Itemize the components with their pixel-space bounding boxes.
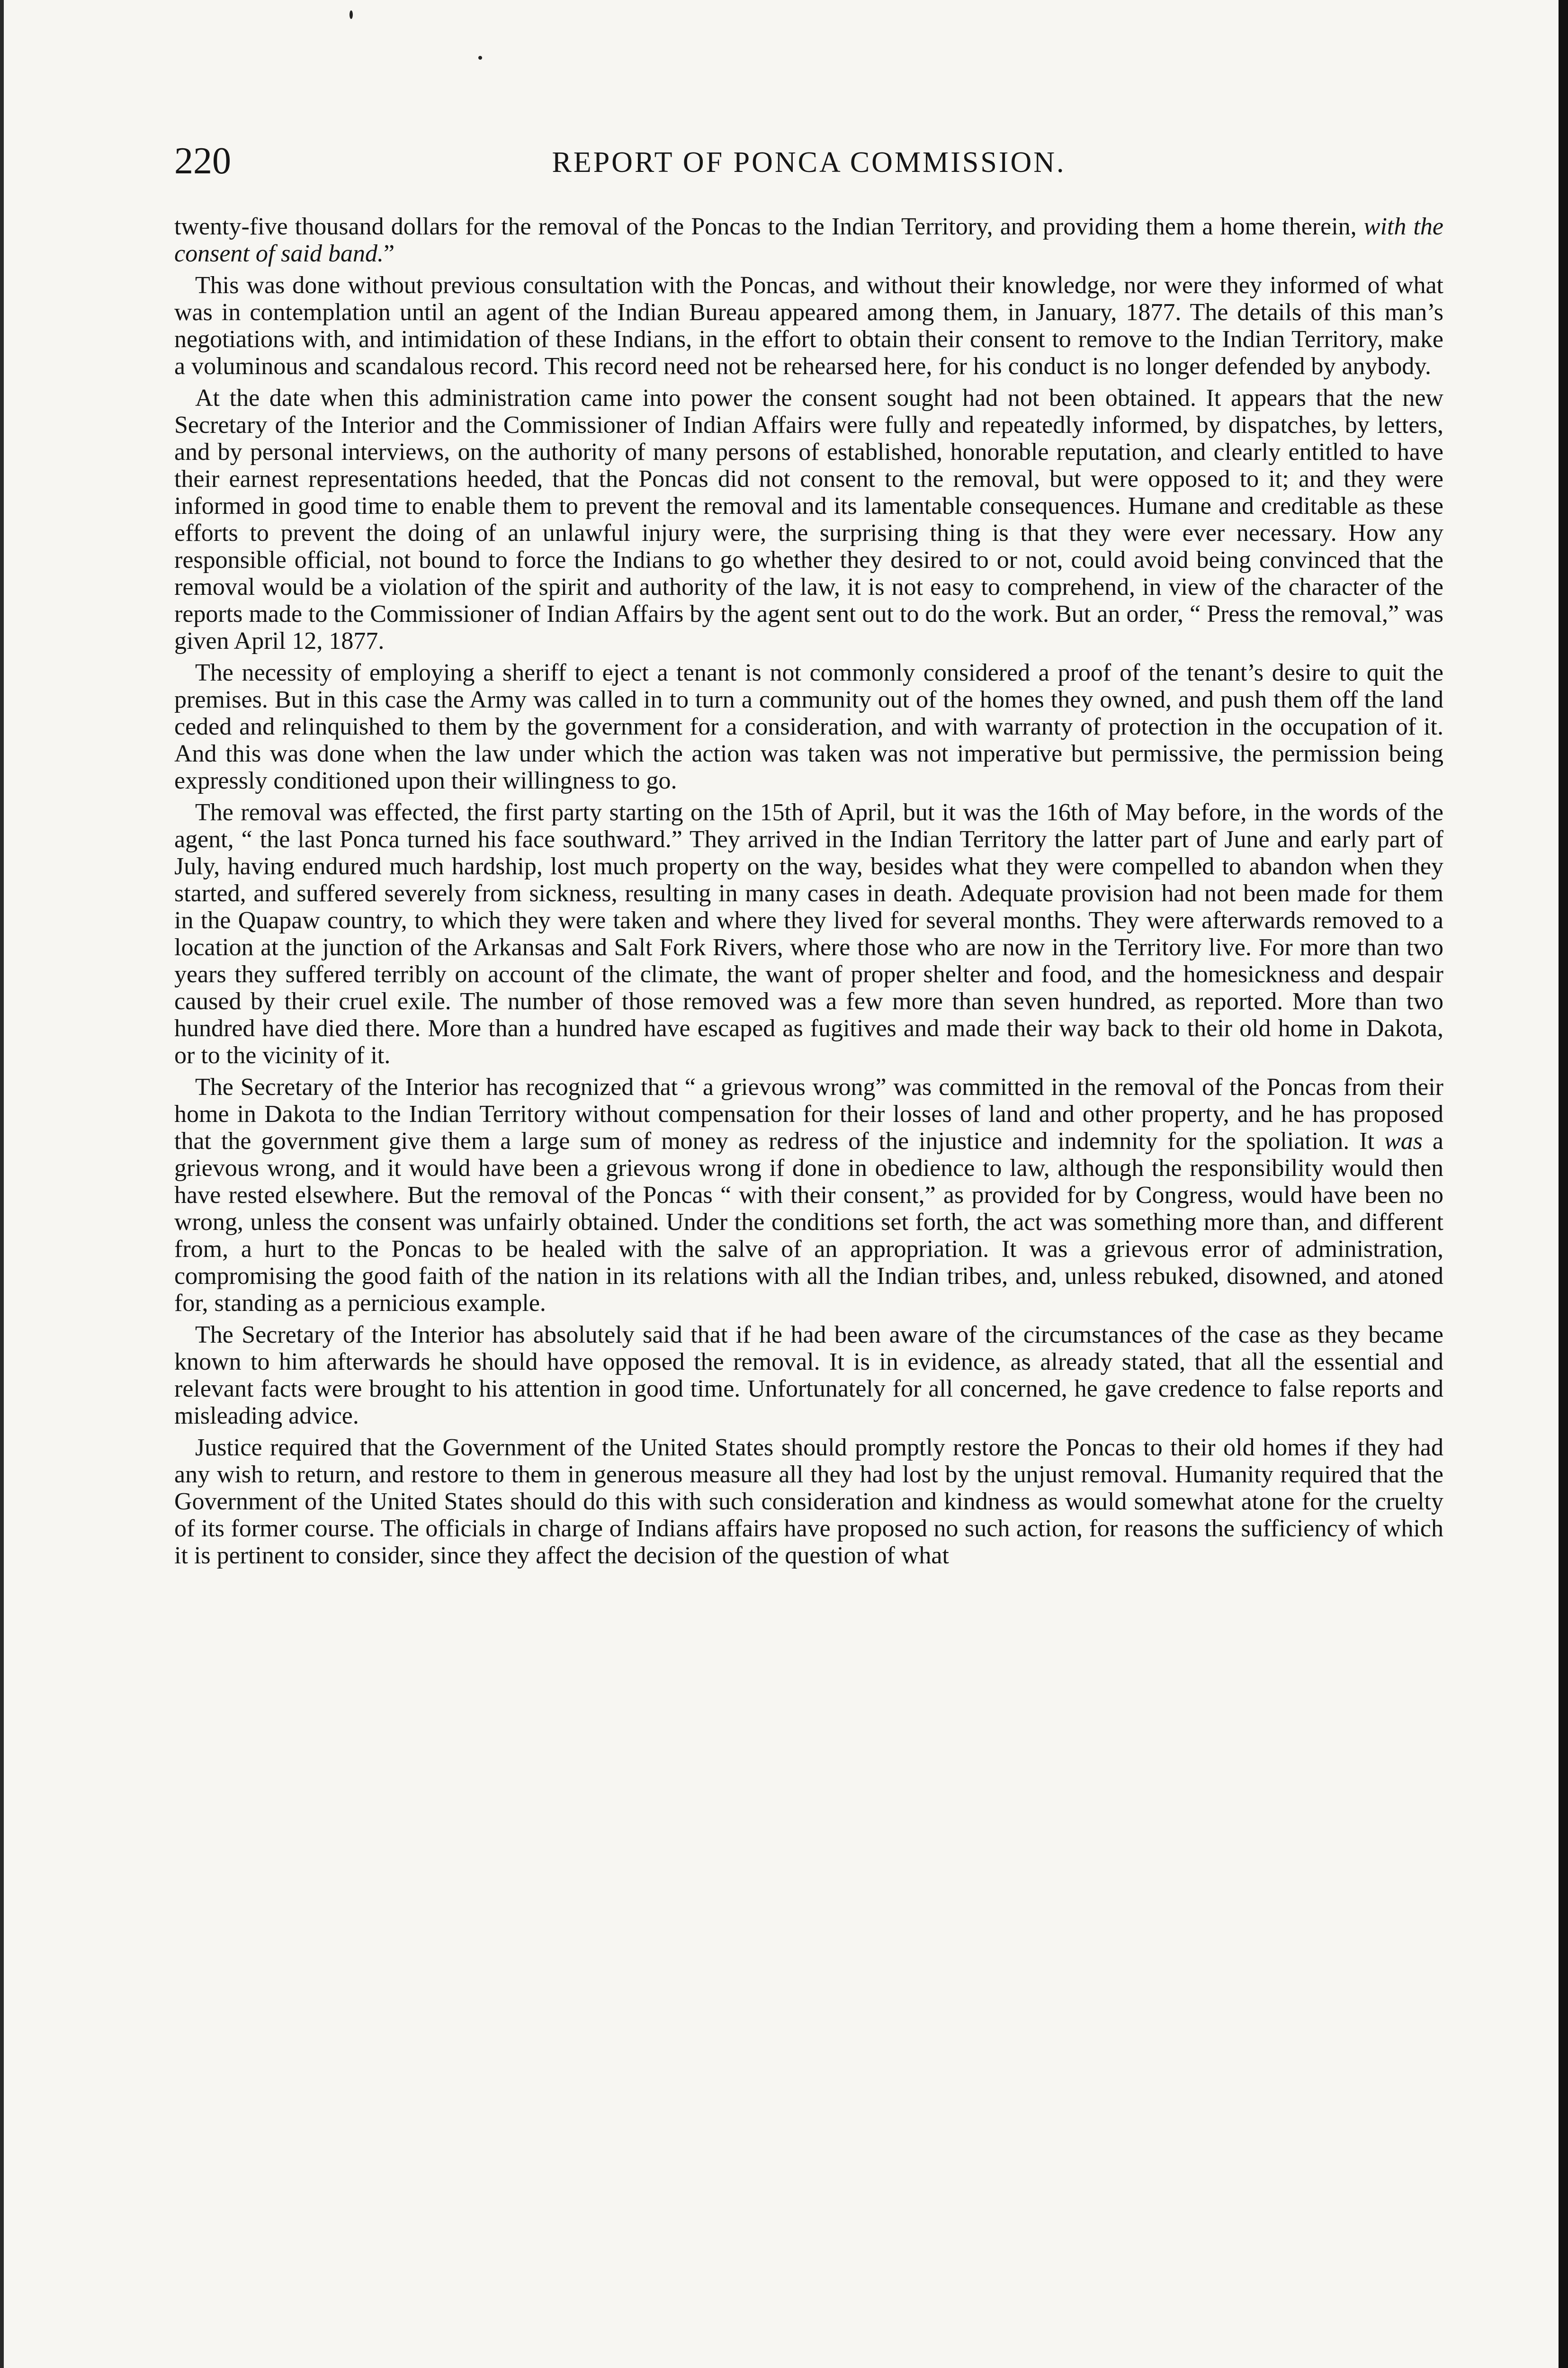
paragraph-4: The necessity of employing a sheriff to eject a tenant is not commonly considered a proof of the tenant’s desire to quit the premises. But in this case the Army was called in to turn a community out of the homes they owned, and push them off the land ceded and relinquished to them by the government for a consideration, and with warranty of protection in the occupation of it. And this was done when the law under which the action was taken was not imperative but permissive, the permission being expressly conditioned upon their willingness to go. xyxy=(174,659,1443,794)
page-number: 220 xyxy=(174,140,231,182)
paragraph-1: twenty-five thousand dollars for the removal of the Poncas to the Indian Territory, and providing them a home therein, with the consent of said band.” xyxy=(174,213,1443,267)
scan-speck xyxy=(349,10,353,19)
paragraph-7: The Secretary of the Interior has absolutely said that if he had been aware of the circumstances of the case as they became known to him afterwards he should have opposed the removal. It is in evidence, as already stated, that all the essential and relevant facts were brought to his attention in good time. Unfortunately for all concerned, he gave credence to false reports and misleading advice. xyxy=(174,1321,1443,1429)
page-header xyxy=(174,140,1443,182)
paragraph-5: The removal was effected, the first party starting on the 15th of April, but it was the 16th of May before, in the words of the agent, “ the last Ponca turned his face southward.” They arrived in the Indian Territory the latter part of June and early part of July, having endured much hardship, lost much property on the way, besides what they were compelled to abandon when they started, and suffered severely from sickness, resulting in many cases in death. Adequate provision had not been made for them in the Quapaw country, to which they were taken and where they lived for several months. They were afterwards removed to a location at the junction of the Arkansas and Salt Fork Rivers, where those who are now in the Territory live. For more than two years they suffered terribly on account of the climate, the want of proper shelter and food, and the homesickness and despair caused by their cruel exile. The number of those removed was a few more than seven hundred, as reported. More than two hundred have died there. More than a hundred have escaped as fugitives and made their way back to their old home in Dakota, or to the vicinity of it. xyxy=(174,799,1443,1069)
scan-border-left xyxy=(0,0,4,2368)
scan-speck xyxy=(478,56,482,60)
paragraph-3: At the date when this administration came into power the consent sought had not been obtained. It appears that the new Secretary of the Interior and the Commissioner of Indian Affairs were fully and repeatedly informed, by dispatches, by letters, and by personal interviews, on the authority of many persons of established, honorable reputation, and clearly entitled to have their earnest representations heeded, that the Poncas did not consent to the removal, but were opposed to it; and they were informed in good time to enable them to prevent the removal and its lamentable consequences. Humane and creditable as these efforts to prevent the doing of an unlawful injury were, the surprising thing is that they were ever necessary. How any responsible official, not bound to force the Indians to go whether they desired to or not, could avoid being convinced that the removal would be a violation of the spirit and authority of the law, it is not easy to comprehend, in view of the character of the reports made to the Commissioner of Indian Affairs by the agent sent out to do the work. But an order, “ Press the removal,” was given April 12, 1877. xyxy=(174,385,1443,655)
scan-border-right xyxy=(1559,0,1568,2368)
body-text xyxy=(174,213,1443,1574)
paragraph-2: This was done without previous consultation with the Poncas, and without their knowledge, nor were they informed of what was in contemplation until an agent of the Indian Bureau appeared among them, in January, 1877. The details of this man’s negotiations with, and intimidation of these Indians, in the effort to obtain their consent to remove to the Indian Territory, make a voluminous and scandalous record. This record need not be rehearsed here, for his conduct is no longer defended by anybody. xyxy=(174,272,1443,380)
running-title: REPORT OF PONCA COMMISSION. xyxy=(552,146,1066,179)
paragraph-8: Justice required that the Government of the United States should promptly restore the Poncas to their old homes if they had any wish to return, and restore to them in generous measure all they had lost by the unjust removal. Humanity required that the Government of the United States should do this with such consideration and kindness as would somewhat atone for the cruelty of its former course. The officials in charge of Indians affairs have proposed no such action, for reasons the sufficiency of which it is pertinent to consider, since they affect the decision of the question of what xyxy=(174,1434,1443,1569)
paragraph-6: The Secretary of the Interior has recognized that “ a grievous wrong” was committed in the removal of the Poncas from their home in Dakota to the Indian Territory without compensation for their losses of land and other property, and he has proposed that the government give them a large sum of money as redress of the injustice and indemnity for the spoliation. It was a grievous wrong, and it would have been a grievous wrong if done in obedience to law, although the responsibility would then have rested elsewhere. But the removal of the Poncas “ with their consent,” as provided for by Congress, would have been no wrong, unless the consent was unfairly obtained. Under the conditions set forth, the act was something more than, and different from, a hurt to the Poncas to be healed with the salve of an appropriation. It was a grievous error of administration, compromising the good faith of the nation in its relations with all the Indian tribes, and, unless rebuked, disowned, and atoned for, standing as a pernicious example. xyxy=(174,1074,1443,1317)
